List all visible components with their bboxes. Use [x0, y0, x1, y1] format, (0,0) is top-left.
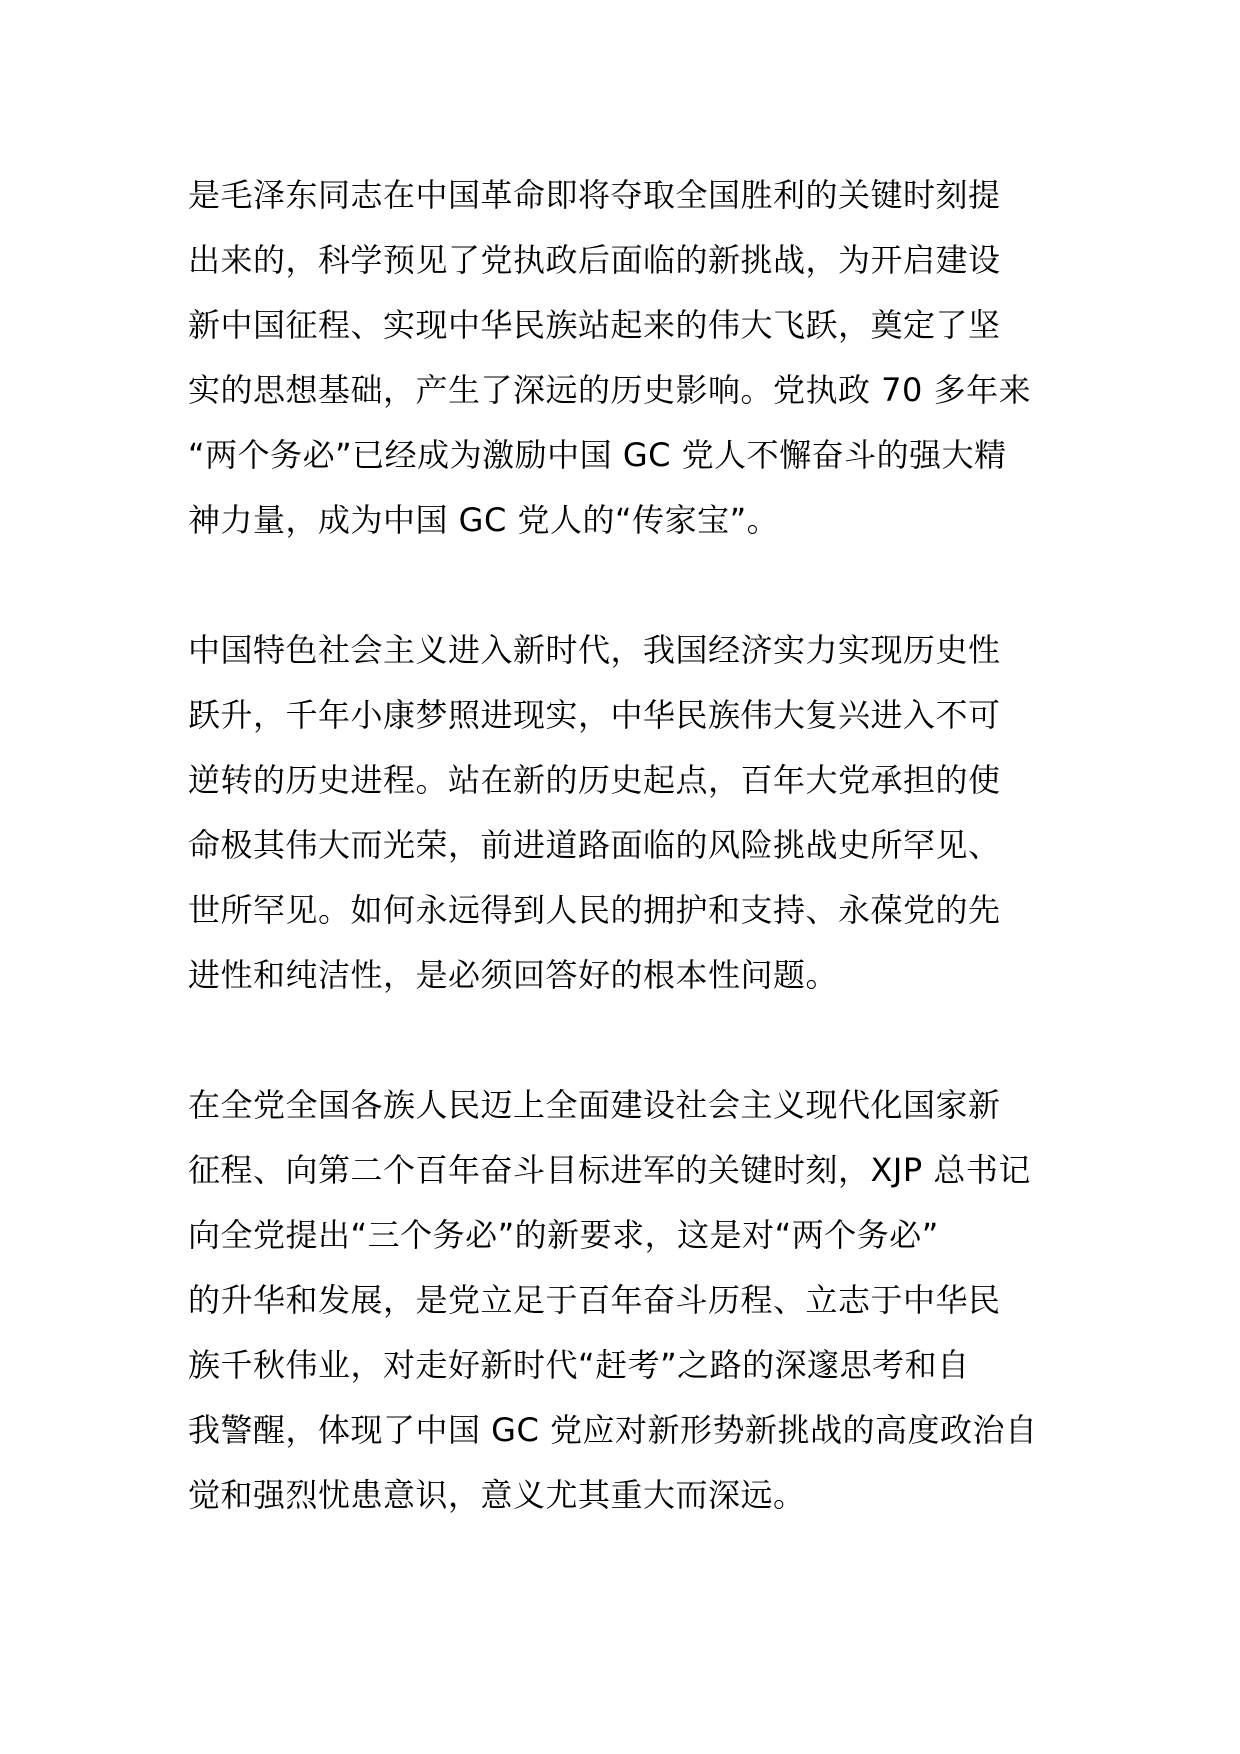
paragraph-1 — [188, 163, 1068, 553]
paragraph-line: 觉和强烈忧患意识，意义尤其重大而深远。 — [188, 1476, 806, 1514]
paragraph-line: 世所罕见。如何永远得到人民的拥护和支持、永葆党的先 — [188, 891, 1001, 929]
paragraph-line: 的升华和发展，是党立足于百年奋斗历程、立志于中华民 — [188, 1281, 1001, 1319]
paragraph-line: 征程、向第二个百年奋斗目标进军的关键时刻，XJP 总书记 — [188, 1151, 1031, 1189]
paragraph-line: “两个务必”已经成为激励中国 GC 党人不懈奋斗的强大精 — [188, 436, 1007, 474]
paragraph-line: 向全党提出“三个务必”的新要求，这是对“两个务必” — [188, 1216, 939, 1254]
paragraph-line: 在全党全国各族人民迈上全面建设社会主义现代化国家新 — [188, 1086, 1001, 1124]
paragraph-line: 跃升，千年小康梦照进现实，中华民族伟大复兴进入不可 — [188, 696, 1001, 734]
paragraph-line: 族千秋伟业，对走好新时代“赶考”之路的深邃思考和自 — [188, 1346, 970, 1384]
paragraph-2 — [188, 618, 1068, 1008]
paragraph-line: 神力量，成为中国 GC 党人的“传家宝”。 — [188, 501, 780, 539]
paragraph-line: 出来的，科学预见了党执政后面临的新挑战，为开启建设 — [188, 241, 1001, 279]
paragraph-line: 逆转的历史进程。站在新的历史起点，百年大党承担的使 — [188, 761, 1001, 799]
paragraph-line: 是毛泽东同志在中国革命即将夺取全国胜利的关键时刻提 — [188, 176, 1001, 214]
paragraph-line: 中国特色社会主义进入新时代，我国经济实力实现历史性 — [188, 631, 1001, 669]
paragraph-line: 命极其伟大而光荣，前进道路面临的风险挑战史所罕见、 — [188, 826, 1001, 864]
paragraph-line: 进性和纯洁性，是必须回答好的根本性问题。 — [188, 956, 839, 994]
paragraph-line: 实的思想基础，产生了深远的历史影响。党执政 70 多年来 — [188, 371, 1032, 409]
paragraph-3 — [188, 1073, 1068, 1528]
paragraph-line: 我警醒，体现了中国 GC 党应对新形势新挑战的高度政治自 — [188, 1411, 1038, 1449]
paragraph-line: 新中国征程、实现中华民族站起来的伟大飞跃，奠定了坚 — [188, 306, 1001, 344]
